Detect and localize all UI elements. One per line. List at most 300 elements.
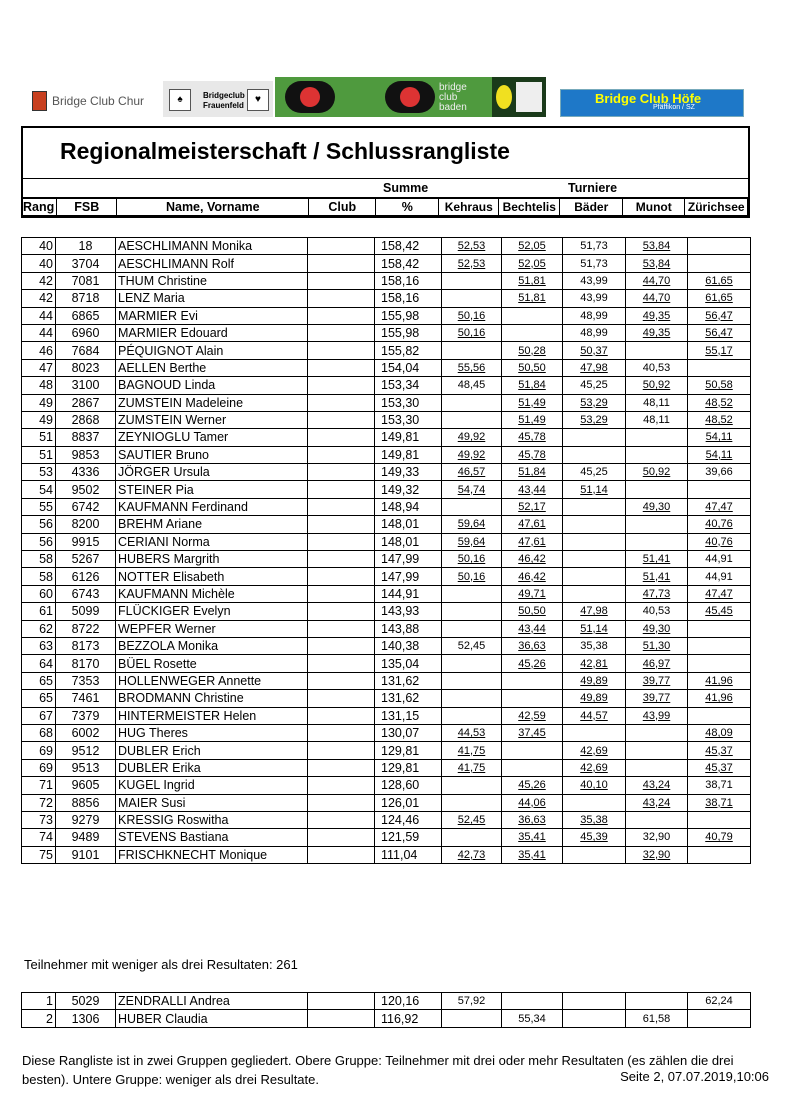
tournament-score-cell <box>563 742 626 759</box>
tournament-score-cell <box>626 1010 688 1027</box>
tournament-score-cell <box>563 272 626 289</box>
tournament-score-cell <box>502 516 563 533</box>
tournament-score: 47,98 <box>580 605 608 618</box>
tournament-score-cell <box>442 585 502 602</box>
tournament-score-cell <box>563 724 626 741</box>
logo-bridge-club-baden <box>275 77 375 117</box>
tournament-score: 52,45 <box>457 814 486 827</box>
tournament-score-cell <box>442 707 502 724</box>
club-cell <box>308 777 375 794</box>
header-baeder: Bäder <box>560 199 623 216</box>
tournament-score: 51,84 <box>518 466 546 479</box>
rank-cell: 69 <box>22 742 56 759</box>
tournament-score-cell <box>442 429 502 446</box>
tournament-score-cell <box>626 342 688 359</box>
tournament-score-cell <box>688 429 751 446</box>
header-club: Club <box>309 199 376 216</box>
tournament-score: 43,99 <box>642 709 671 722</box>
tournament-score-cell <box>688 690 751 707</box>
tournament-score-cell <box>688 255 751 272</box>
sum-cell: 149,32 <box>375 481 442 498</box>
rank-cell: 63 <box>22 637 56 654</box>
tournament-score-cell <box>502 464 563 481</box>
name-cell: KAUFMANN Michèle <box>116 585 308 602</box>
fsb-cell: 9853 <box>56 446 116 463</box>
tournament-score-cell <box>563 993 626 1010</box>
tournament-score: 56,47 <box>705 309 733 322</box>
club-cell <box>308 811 375 828</box>
tournament-score: 54,11 <box>705 431 733 444</box>
tournament-score-cell <box>502 655 563 672</box>
few-results-note: Teilnehmer mit weniger als drei Resultaten: 261 <box>24 957 298 972</box>
club-cell <box>308 759 375 776</box>
tournament-score: 48,99 <box>580 309 608 322</box>
tournament-score: 45,78 <box>518 431 546 444</box>
fsb-cell: 7684 <box>56 342 116 359</box>
tournament-score-cell <box>563 481 626 498</box>
tournament-score-cell <box>626 690 688 707</box>
tournament-score: 45,26 <box>518 779 546 792</box>
tournament-score-cell <box>688 794 751 811</box>
tournament-score: 52,53 <box>457 257 486 270</box>
table-row <box>22 742 751 759</box>
tournament-score-cell <box>688 993 751 1010</box>
club-cell <box>308 359 375 376</box>
name-cell: ZENDRALLI Andrea <box>116 993 308 1010</box>
club-cell <box>308 568 375 585</box>
tournament-score: 41,96 <box>705 674 733 687</box>
tournament-score: 42,59 <box>518 709 546 722</box>
tournament-score-cell <box>502 481 563 498</box>
tournament-score: 52,53 <box>457 240 486 253</box>
tournament-score-cell <box>563 707 626 724</box>
club-cell <box>308 829 375 846</box>
fsb-cell: 9512 <box>56 742 116 759</box>
tournament-score-cell <box>502 637 563 654</box>
rank-cell: 53 <box>22 464 56 481</box>
sum-cell: 155,98 <box>375 324 442 341</box>
rank-cell: 46 <box>22 342 56 359</box>
fsb-cell: 5267 <box>56 551 116 568</box>
name-cell: KRESSIG Roswitha <box>116 811 308 828</box>
logo-hoefe-text: Bridge Club Höfe <box>595 91 702 106</box>
tournament-score-cell <box>626 238 688 255</box>
sum-cell: 155,98 <box>375 307 442 324</box>
tournament-score-cell <box>442 255 502 272</box>
club-cell <box>308 377 375 394</box>
name-cell: WEPFER Werner <box>116 620 308 637</box>
tournament-score-cell <box>563 603 626 620</box>
sum-cell: 126,01 <box>375 794 442 811</box>
name-cell: AELLEN Berthe <box>116 359 308 376</box>
club-cell <box>308 551 375 568</box>
club-logos <box>0 77 788 119</box>
tournament-score-cell <box>502 620 563 637</box>
name-cell: BRODMANN Christine <box>116 690 308 707</box>
name-cell: BÜEL Rosette <box>116 655 308 672</box>
tournament-score: 48,52 <box>705 414 733 427</box>
tournament-score: 43,44 <box>518 622 546 635</box>
sum-cell: 158,16 <box>375 272 442 289</box>
tournament-score: 53,84 <box>642 240 671 253</box>
tournament-score: 55,34 <box>518 1012 546 1025</box>
sum-cell: 111,04 <box>375 846 442 863</box>
tournament-score-cell <box>442 777 502 794</box>
tournament-score: 40,10 <box>580 779 608 792</box>
header-name: Name, Vorname <box>117 199 309 216</box>
name-cell: ZUMSTEIN Madeleine <box>116 394 308 411</box>
table-row <box>22 394 751 411</box>
tournament-score: 47,61 <box>518 518 546 531</box>
table-row <box>22 707 751 724</box>
logo-baden-line3: baden <box>439 102 467 113</box>
club-cell <box>308 255 375 272</box>
tournament-score-cell <box>626 533 688 550</box>
tournament-score-cell <box>502 324 563 341</box>
tournament-score-cell <box>563 620 626 637</box>
table-row <box>22 846 751 863</box>
club-cell <box>308 324 375 341</box>
tournament-score-cell <box>502 742 563 759</box>
rank-cell: 65 <box>22 672 56 689</box>
tournament-score: 40,76 <box>705 518 733 531</box>
fsb-cell: 9605 <box>56 777 116 794</box>
rank-cell: 64 <box>22 655 56 672</box>
name-cell: DUBLER Erika <box>116 759 308 776</box>
header-rang: Rang <box>22 199 57 216</box>
fsb-cell: 9915 <box>56 533 116 550</box>
tournament-score: 61,65 <box>705 292 733 305</box>
fsb-cell: 9279 <box>56 811 116 828</box>
tournament-score-cell <box>442 464 502 481</box>
tournament-score-cell <box>688 359 751 376</box>
table-row <box>22 551 751 568</box>
club-cell <box>308 342 375 359</box>
tournament-score: 42,69 <box>580 744 608 757</box>
tournament-score: 41,75 <box>457 761 486 774</box>
tournament-score-cell <box>626 620 688 637</box>
fsb-cell: 3704 <box>56 255 116 272</box>
tournament-score: 50,37 <box>580 344 608 357</box>
tournament-score-cell <box>688 637 751 654</box>
tournament-score: 51,84 <box>518 379 546 392</box>
name-cell: BAGNOUD Linda <box>116 377 308 394</box>
page-title: Regionalmeisterschaft / Schlussrangliste <box>60 138 510 164</box>
tournament-score-cell <box>442 829 502 846</box>
sum-cell: 148,94 <box>375 498 442 515</box>
tournament-score-cell <box>563 846 626 863</box>
tournament-score: 44,57 <box>580 709 608 722</box>
tournament-score: 49,92 <box>457 448 486 461</box>
header-turniere: Turniere <box>568 181 618 195</box>
name-cell: MARMIER Edouard <box>116 324 308 341</box>
tournament-score: 45,39 <box>580 831 608 844</box>
table-row <box>22 290 751 307</box>
sum-cell: 155,82 <box>375 342 442 359</box>
tournament-score: 44,53 <box>457 727 486 740</box>
tournament-score-cell <box>688 307 751 324</box>
tournament-score-cell <box>626 307 688 324</box>
table-row <box>22 498 751 515</box>
tournament-score-cell <box>442 551 502 568</box>
tournament-score-cell <box>442 620 502 637</box>
tournament-score: 35,41 <box>518 848 546 861</box>
tournament-score: 47,47 <box>705 588 733 600</box>
tournament-score-cell <box>688 290 751 307</box>
tournament-score: 59,64 <box>457 535 486 548</box>
club-cell <box>308 637 375 654</box>
sum-cell: 135,04 <box>375 655 442 672</box>
logo-frauenfeld-line2: Frauenfeld <box>203 101 244 110</box>
tournament-score-cell <box>688 620 751 637</box>
tournament-score: 53,29 <box>580 414 608 427</box>
name-cell: KUGEL Ingrid <box>116 777 308 794</box>
name-cell: FRISCHKNECHT Monique <box>116 846 308 863</box>
tournament-score: 49,35 <box>642 327 671 340</box>
tournament-score-cell <box>626 446 688 463</box>
sum-cell: 147,99 <box>375 568 442 585</box>
tournament-score: 46,42 <box>518 553 546 566</box>
rank-cell: 58 <box>22 568 56 585</box>
rank-cell: 72 <box>22 794 56 811</box>
tournament-score: 35,38 <box>580 640 608 653</box>
tournament-score: 50,16 <box>457 553 486 566</box>
sum-cell: 153,30 <box>375 394 442 411</box>
tournament-score-cell <box>502 429 563 446</box>
club-cell <box>308 603 375 620</box>
tournament-score-cell <box>502 377 563 394</box>
tournament-score: 48,11 <box>643 396 670 409</box>
tournament-score-cell <box>502 603 563 620</box>
club-cell <box>308 655 375 672</box>
rank-cell: 44 <box>22 307 56 324</box>
sum-cell: 149,81 <box>375 429 442 446</box>
club-cell <box>308 272 375 289</box>
tournament-score-cell <box>502 690 563 707</box>
tournament-score: 48,99 <box>580 327 608 340</box>
rank-cell: 49 <box>22 394 56 411</box>
tournament-score-cell <box>563 637 626 654</box>
rank-cell: 69 <box>22 759 56 776</box>
club-cell <box>308 394 375 411</box>
tournament-score-cell <box>502 359 563 376</box>
rank-cell: 60 <box>22 585 56 602</box>
tournament-score: 47,98 <box>580 361 608 374</box>
tournament-score-cell <box>502 411 563 428</box>
rank-cell: 56 <box>22 533 56 550</box>
tournament-score: 52,17 <box>518 501 546 514</box>
name-cell: HUG Theres <box>116 724 308 741</box>
table-row <box>22 603 751 620</box>
name-cell: ZEYNIOGLU Tamer <box>116 429 308 446</box>
tournament-score-cell <box>442 759 502 776</box>
tournament-score: 46,42 <box>518 570 546 583</box>
name-cell: AESCHLIMANN Monika <box>116 238 308 255</box>
rank-cell: 65 <box>22 690 56 707</box>
ranking-table-few-results <box>21 992 751 1028</box>
tournament-score-cell <box>626 846 688 863</box>
tournament-score: 50,28 <box>518 344 546 357</box>
tournament-score: 45,78 <box>518 448 546 461</box>
rank-cell: 40 <box>22 255 56 272</box>
tournament-score: 35,41 <box>518 831 546 844</box>
tournament-score-cell <box>688 498 751 515</box>
club-cell <box>308 238 375 255</box>
rank-cell: 42 <box>22 272 56 289</box>
tournament-score: 50,50 <box>518 605 546 618</box>
sum-cell: 131,62 <box>375 690 442 707</box>
tournament-score: 51,14 <box>580 483 608 496</box>
tournament-score-cell <box>688 655 751 672</box>
tournament-score-cell <box>626 359 688 376</box>
tournament-score-cell <box>688 777 751 794</box>
tournament-score-cell <box>442 811 502 828</box>
tournament-score-cell <box>563 516 626 533</box>
tournament-score-cell <box>442 411 502 428</box>
tournament-score: 35,38 <box>580 814 608 827</box>
tournament-score-cell <box>688 551 751 568</box>
tournament-score-cell <box>502 829 563 846</box>
tournament-score: 42,73 <box>457 848 486 861</box>
baden-emblem-icon <box>385 81 435 113</box>
tournament-score: 43,99 <box>580 274 608 287</box>
club-cell <box>308 620 375 637</box>
tournament-score-cell <box>502 811 563 828</box>
tournament-score-cell <box>502 290 563 307</box>
tournament-score: 50,58 <box>705 379 733 392</box>
tournament-score: 57,92 <box>457 995 486 1008</box>
table-row <box>22 429 751 446</box>
tournament-score-cell <box>442 637 502 654</box>
logo-chur-text: Bridge Club Chur <box>52 94 145 108</box>
tournament-score-cell <box>563 655 626 672</box>
fsb-cell: 1306 <box>56 1010 116 1027</box>
tournament-score-cell <box>626 637 688 654</box>
tournament-score-cell <box>442 377 502 394</box>
tournament-score: 55,56 <box>457 361 486 374</box>
sum-cell: 131,15 <box>375 707 442 724</box>
tournament-score: 40,79 <box>705 831 733 844</box>
tournament-score: 36,63 <box>518 814 546 827</box>
sum-cell: 128,60 <box>375 777 442 794</box>
table-row <box>22 342 751 359</box>
table-row <box>22 794 751 811</box>
club-cell <box>308 724 375 741</box>
tournament-score-cell <box>626 724 688 741</box>
tournament-score: 49,89 <box>580 674 608 687</box>
tournament-score-cell <box>626 481 688 498</box>
tournament-score: 51,49 <box>518 414 546 427</box>
fsb-cell: 3100 <box>56 377 116 394</box>
column-header-table <box>21 198 748 216</box>
tournament-score-cell <box>502 568 563 585</box>
table-row <box>22 377 751 394</box>
sum-cell: 153,30 <box>375 411 442 428</box>
name-cell: THUM Christine <box>116 272 308 289</box>
tournament-score: 48,11 <box>643 414 670 427</box>
fsb-cell: 2867 <box>56 394 116 411</box>
tournament-score: 51,41 <box>642 553 671 566</box>
logo-baden-line1: bridge <box>439 82 467 93</box>
sum-cell: 130,07 <box>375 724 442 741</box>
tournament-score-cell <box>442 724 502 741</box>
club-cell <box>308 1010 375 1027</box>
tournament-score: 42,81 <box>580 657 608 670</box>
fsb-cell: 6865 <box>56 307 116 324</box>
fsb-cell: 8170 <box>56 655 116 672</box>
rank-cell: 75 <box>22 846 56 863</box>
tournament-score-cell <box>626 603 688 620</box>
tournament-score-cell <box>688 1010 751 1027</box>
logo-baden-line2: club <box>439 92 458 103</box>
header-kehraus: Kehraus <box>439 199 499 216</box>
tournament-score-cell <box>563 759 626 776</box>
tournament-score-cell <box>626 794 688 811</box>
name-cell: MAIER Susi <box>116 794 308 811</box>
table-row <box>22 724 751 741</box>
tournament-score: 32,90 <box>642 848 671 861</box>
tournament-score: 49,92 <box>457 431 486 444</box>
tournament-score: 61,58 <box>642 1012 671 1025</box>
tournament-score: 45,45 <box>705 605 733 618</box>
club-cell <box>308 690 375 707</box>
table-row <box>22 255 751 272</box>
tournament-score: 53,29 <box>580 396 608 409</box>
tournament-score-cell <box>563 1010 626 1027</box>
table-row <box>22 655 751 672</box>
rank-cell: 54 <box>22 481 56 498</box>
club-cell <box>308 533 375 550</box>
tournament-score: 55,17 <box>705 344 733 357</box>
tournament-score-cell <box>688 394 751 411</box>
tournament-score: 52,45 <box>457 640 486 653</box>
club-cell <box>308 794 375 811</box>
ranking-table <box>21 237 751 864</box>
tournament-score: 62,24 <box>705 995 733 1008</box>
tournament-score-cell <box>442 342 502 359</box>
tournament-score: 43,44 <box>518 483 546 496</box>
tournament-score-cell <box>688 672 751 689</box>
tournament-score-cell <box>502 498 563 515</box>
sum-cell: 149,33 <box>375 464 442 481</box>
tournament-score-cell <box>688 446 751 463</box>
tournament-score: 44,91 <box>705 570 733 583</box>
name-cell: HUBERS Margrith <box>116 551 308 568</box>
tournament-score: 44,70 <box>642 292 671 305</box>
tournament-score-cell <box>626 777 688 794</box>
tournament-score-cell <box>688 829 751 846</box>
tournament-score-cell <box>502 585 563 602</box>
rank-cell: 58 <box>22 551 56 568</box>
rank-cell: 68 <box>22 724 56 741</box>
sum-cell: 124,46 <box>375 811 442 828</box>
tournament-score-cell <box>688 411 751 428</box>
tournament-score-cell <box>626 829 688 846</box>
logo-bridge-club-baden-2 <box>375 77 492 117</box>
tournament-score: 46,97 <box>642 657 671 670</box>
table-row <box>22 1010 751 1027</box>
tournament-score: 42,69 <box>580 761 608 774</box>
divider <box>21 178 750 179</box>
tournament-score-cell <box>563 568 626 585</box>
tournament-score: 54,11 <box>705 448 733 461</box>
club-cell <box>308 290 375 307</box>
tournament-score: 50,92 <box>642 379 671 392</box>
tournament-score: 45,26 <box>518 657 546 670</box>
name-cell: PÉQUIGNOT Alain <box>116 342 308 359</box>
tournament-score: 49,30 <box>642 501 671 514</box>
tournament-score-cell <box>626 498 688 515</box>
